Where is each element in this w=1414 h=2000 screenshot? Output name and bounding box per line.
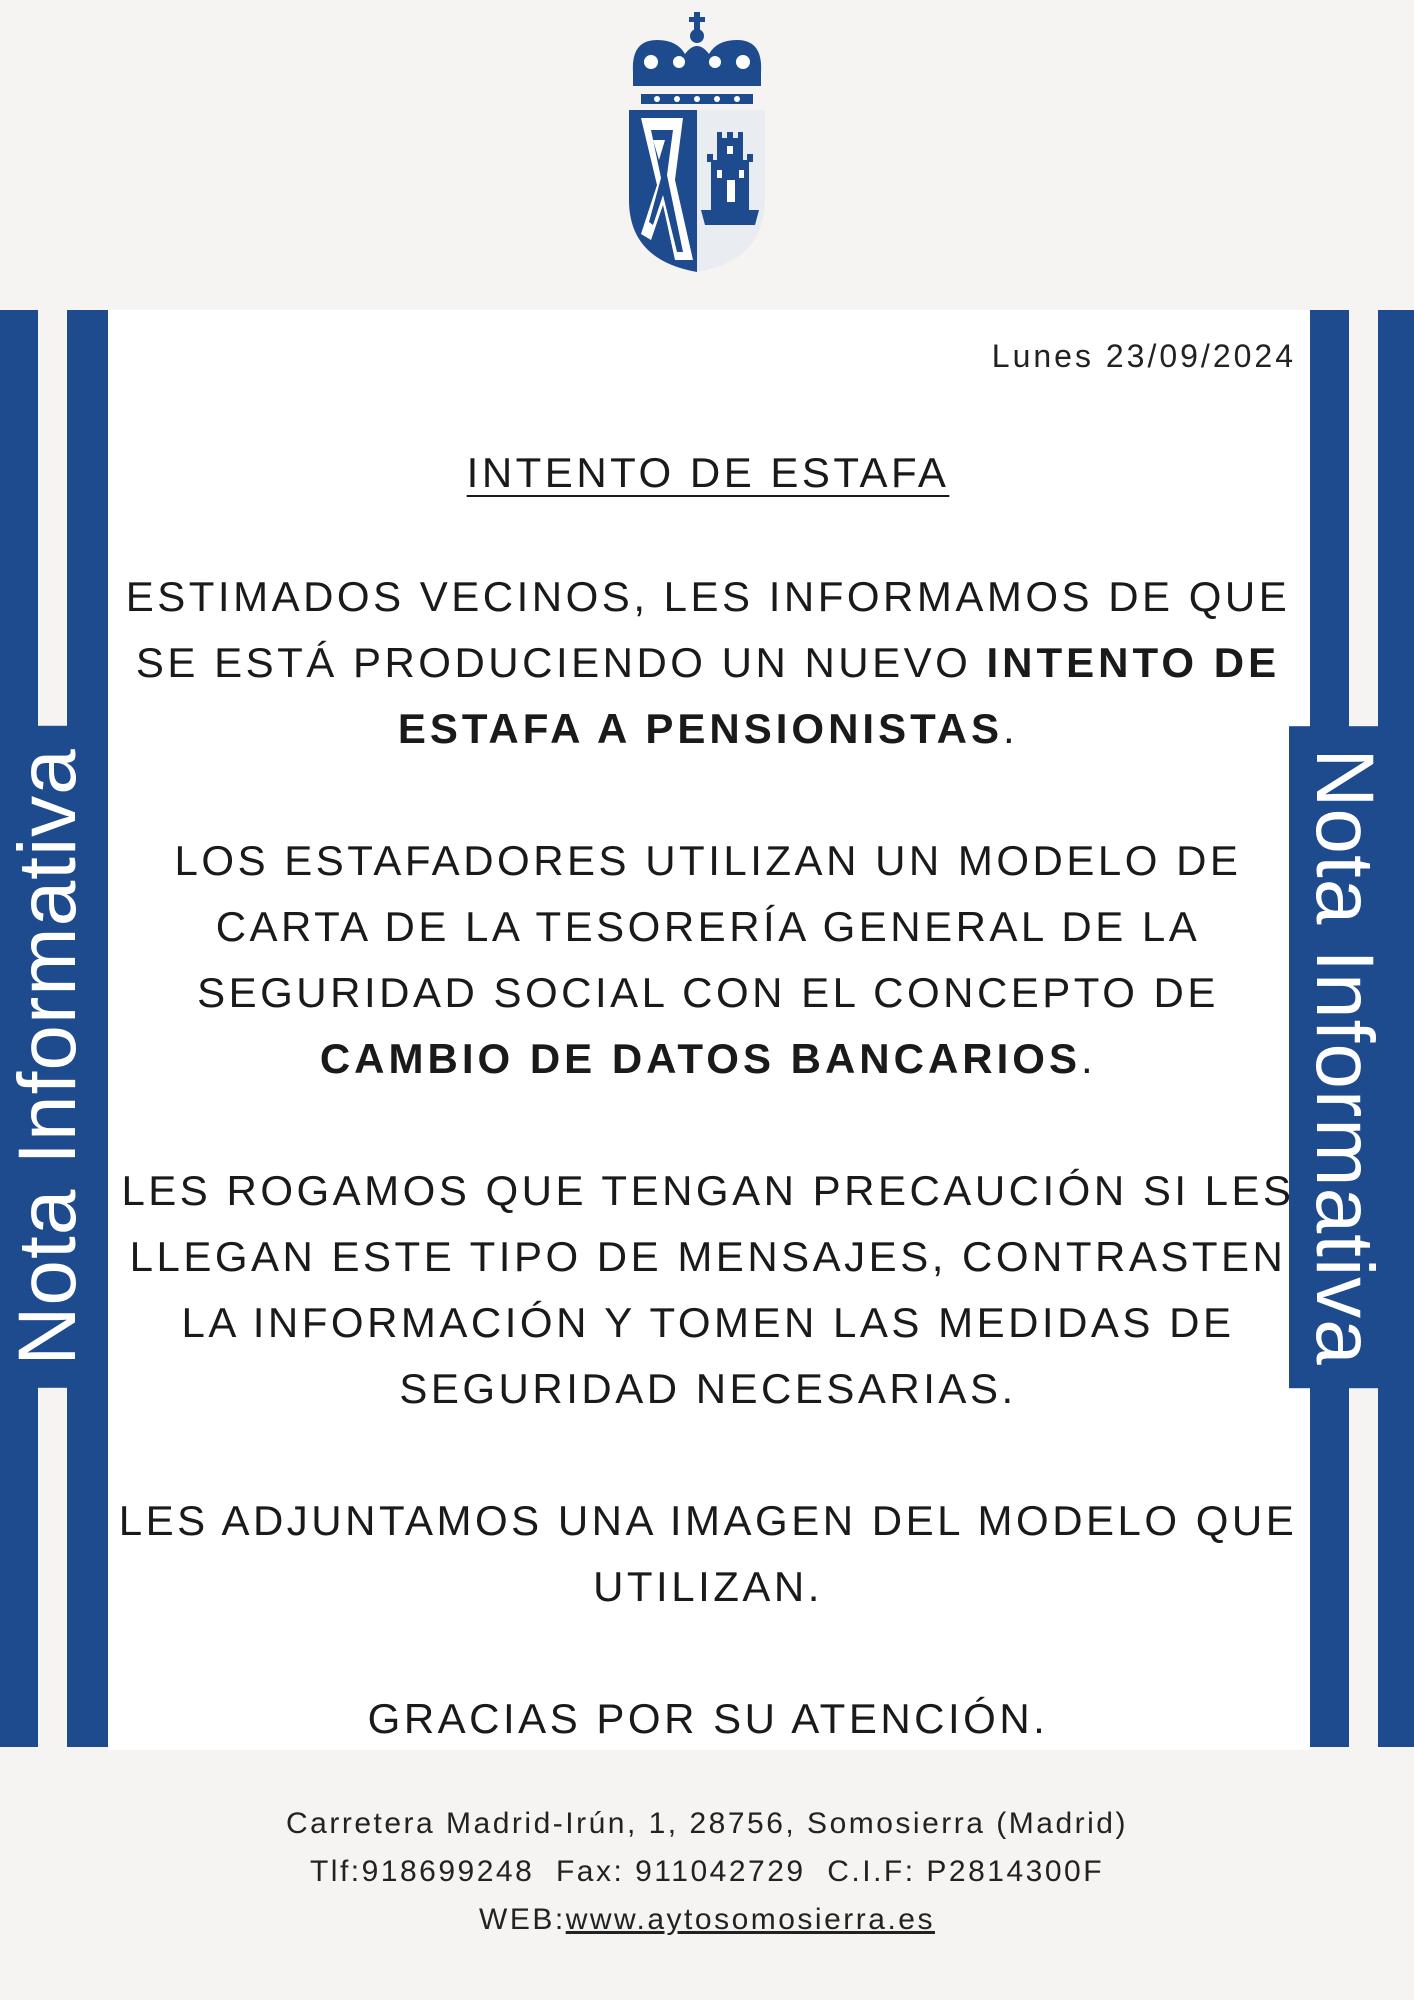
paragraph-1-text: ESTIMADOS VECINOS, LES INFORMAMOS DE QUE SE ESTÁ PRODUCIENDO UN NUEVO <box>125 573 1291 686</box>
paragraph-2-text: LOS ESTAFADORES UTILIZAN UN MODELO DE CARTA DE LA TESORERÍA GENERAL DE LA SEGURIDAD SOCIAL CON EL CONCEPTO DE <box>174 837 1242 1016</box>
paragraph-5: GRACIAS POR SU ATENCIÓN. <box>367 1695 1049 1742</box>
footer <box>0 1800 1414 1944</box>
paragraph-3: LES ROGAMOS QUE TENGAN PRECAUCIÓN SI LES LLEGAN ESTE TIPO DE MENSAJES, CONTRASTEN LA INFORMACIÓN Y TOMEN LAS MEDIDAS DE SEGURIDAD NECESARIAS. <box>121 1167 1295 1412</box>
footer-web <box>0 1896 1414 1944</box>
paragraph-4: LES ADJUNTAMOS UNA IMAGEN DEL MODELO QUE UTILIZAN. <box>118 1497 1298 1610</box>
footer-address: Carretera Madrid-Irún, 1, 28756, Somosierra (Madrid) <box>286 1807 1128 1840</box>
notice-date: Lunes 23/09/2024 <box>991 338 1296 374</box>
paragraph-2 <box>118 828 1298 1092</box>
notice-body <box>118 440 1298 1818</box>
coat-of-arms-icon <box>627 10 767 275</box>
paragraph-1 <box>118 564 1298 762</box>
side-label-left: Nota Informativa <box>0 726 103 1388</box>
header <box>0 0 1414 310</box>
paragraph-2-emphasis: CAMBIO DE DATOS BANCARIOS <box>319 1035 1081 1082</box>
side-label-right: Nota Informativa <box>1289 726 1399 1388</box>
paragraph-1-emphasis: INTENTO DE ESTAFA A PENSIONISTAS <box>397 639 1281 752</box>
paragraph-2-end: . <box>1080 1035 1097 1082</box>
website-link[interactable]: www.aytosomosierra.es <box>565 1903 935 1936</box>
notice-title: INTENTO DE ESTAFA <box>466 449 950 496</box>
footer-web-prefix: WEB: <box>479 1903 566 1936</box>
paragraph-1-end: . <box>1003 705 1019 752</box>
footer-contact: Tlf:918699248 Fax: 911042729 C.I.F: P2814300F <box>309 1855 1105 1888</box>
